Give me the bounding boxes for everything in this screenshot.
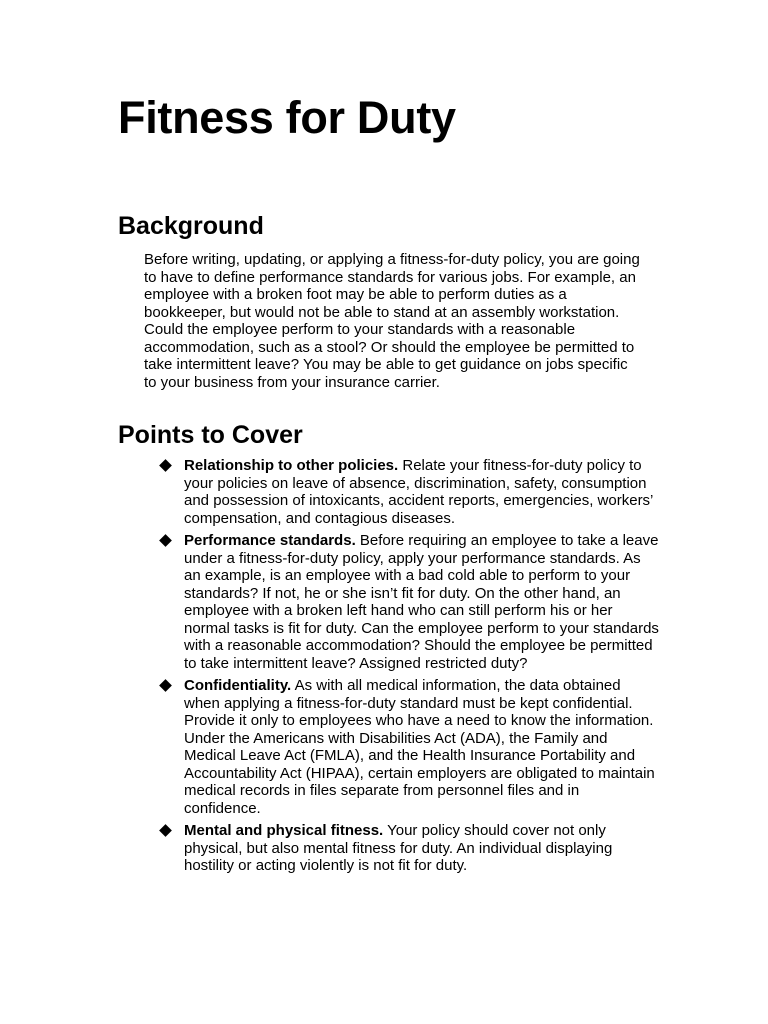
bullet-text: Before requiring an employee to take a leave under a fitness-for-duty policy, apply your performance standards. As an example, is an employee with a bad cold able to perform to your standards? If not, he or she isn’t fit for duty. On the other hand, an employee with a broken left hand who can still perform his or her normal tasks is fit for duty. Can the employee perform to your standards with a reasonable accommodation? Should the employee be permitted to take intermittent leave? Assigned restricted duty? bbox=[184, 532, 659, 672]
list-item bbox=[160, 532, 660, 672]
diamond-bullet-icon bbox=[159, 679, 172, 692]
bullet-lead: Confidentiality. bbox=[184, 677, 292, 694]
diamond-bullet-icon bbox=[159, 534, 172, 547]
bullet-text: Your policy should cover not only physical, but also mental fitness for duty. An individual displaying hostility or acting violently is not fit for duty. bbox=[184, 822, 613, 874]
page-title: Fitness for Duty bbox=[118, 92, 456, 143]
bullet-lead: Relationship to other policies. bbox=[184, 457, 399, 474]
list-item bbox=[160, 677, 660, 817]
section-heading-points-to-cover: Points to Cover bbox=[118, 421, 303, 449]
diamond-bullet-icon bbox=[159, 824, 172, 837]
list-item bbox=[160, 457, 660, 527]
diamond-bullet-icon bbox=[159, 459, 172, 472]
points-list bbox=[160, 457, 660, 875]
section-heading-background: Background bbox=[118, 212, 264, 240]
bullet-lead: Mental and physical fitness. bbox=[184, 822, 384, 839]
list-item bbox=[160, 822, 660, 875]
bullet-text: As with all medical information, the data obtained when applying a fitness-for-duty standard must be kept confidential. Provide it only to employees who have a need to know the information. Under the Americans with Disabilities Act (ADA), the Family and Medical Leave Act (FMLA), and the Health Insurance Portability and Accountability Act (HIPAA), certain employers are obligated to maintain medical records in files separate from personnel files and in confidence. bbox=[184, 677, 655, 817]
bullet-lead: Performance standards. bbox=[184, 532, 356, 549]
background-paragraph: Before writing, updating, or applying a fitness-for-duty policy, you are going to have to define performance standards for various jobs. For example, an employee with a broken foot may be able to perform duties as a bookkeeper, but would not be able to stand at an assembly workstation. Could the employee perform to your standards with a reasonable accommodation, such as a stool? Or should the employee be permitted to take intermittent leave? You may be able to get guidance on jobs specific to your business from your insurance carrier. bbox=[144, 251, 640, 391]
bullet-text: Relate your fitness-for-duty policy to your policies on leave of absence, discrimination, safety, consumption and possession of intoxicants, accident reports, emergencies, workers’ compensation, and contagious diseases. bbox=[184, 457, 653, 527]
